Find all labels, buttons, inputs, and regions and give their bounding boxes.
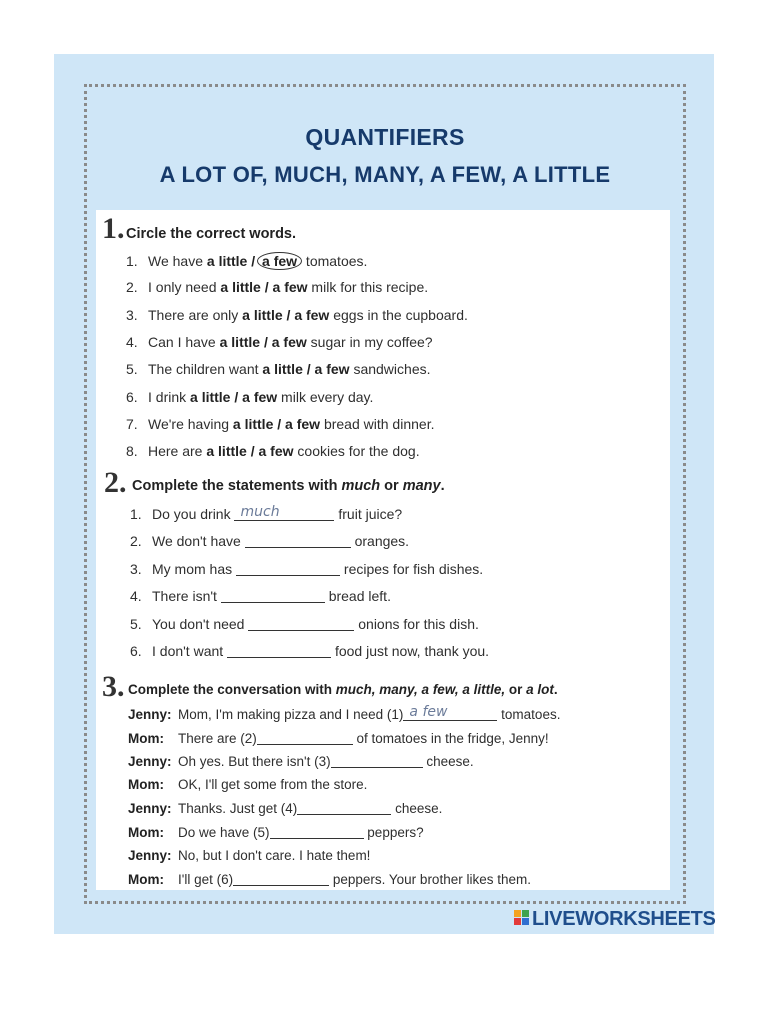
section-3-title-words: much, many, a few, a little, — [335, 682, 506, 697]
section-1-item — [126, 279, 428, 295]
item-number: 4. — [126, 333, 138, 350]
section-1-number: 1. — [102, 212, 125, 245]
item-number: 5. — [126, 361, 138, 378]
answer-blank[interactable] — [248, 616, 354, 631]
item-text: There isn't — [152, 588, 221, 605]
section-2-title-end: . — [440, 478, 445, 494]
answer-blank[interactable] — [245, 533, 351, 548]
answer-blank[interactable] — [227, 643, 331, 658]
option-separator: / — [302, 361, 315, 378]
item-text: oranges. — [350, 533, 410, 550]
option-a-little[interactable]: a little — [190, 388, 231, 405]
item-number: 8. — [126, 443, 138, 460]
line-text: I'll get (6) — [178, 872, 234, 888]
item-text: We don't have — [152, 533, 245, 550]
line-text: Thanks. Just get (4) — [178, 801, 298, 817]
logo-blocks-icon — [514, 910, 530, 926]
line-text: Oh yes. But there isn't (3) — [178, 754, 331, 770]
item-text: You don't need — [152, 615, 249, 632]
line-text: peppers. Your brother likes them. — [329, 872, 531, 888]
conversation-line — [128, 777, 367, 792]
answer-text: much — [240, 504, 280, 520]
item-text: We're having — [148, 415, 233, 432]
item-text: We have — [148, 253, 207, 269]
section-1-item — [126, 416, 434, 432]
section-2-item — [130, 561, 483, 577]
option-a-few[interactable]: a few — [258, 443, 294, 460]
answer-blank[interactable] — [236, 561, 340, 576]
section-3-title-or: or — [505, 682, 527, 697]
option-a-little[interactable]: a little — [206, 253, 248, 269]
conversation-line — [128, 706, 560, 722]
section-1-item — [126, 307, 468, 323]
option-a-few[interactable]: a few — [242, 388, 278, 405]
option-a-little[interactable]: a little — [220, 279, 261, 296]
line-text: cheese. — [422, 754, 474, 770]
item-text: I drink — [148, 388, 191, 405]
conversation-line — [128, 871, 531, 887]
option-a-few[interactable]: a few — [314, 361, 350, 378]
item-text: Can I have — [148, 333, 220, 350]
option-a-little[interactable]: a little — [219, 333, 261, 350]
section-1-item — [126, 389, 373, 405]
line-text: cheese. — [391, 801, 443, 817]
item-text: fruit juice? — [334, 506, 403, 522]
answer-blank[interactable] — [234, 506, 334, 521]
line-text: There are (2) — [178, 730, 257, 746]
answer-blank[interactable] — [403, 706, 497, 721]
option-a-few[interactable]: a few — [257, 252, 302, 270]
speaker-name: Mom: — [128, 730, 164, 746]
item-text: My mom has — [152, 560, 237, 577]
section-1-item — [126, 361, 431, 377]
conversation-line — [128, 848, 370, 863]
section-2-item — [130, 643, 489, 659]
section-3-title-alot: a lot — [526, 682, 554, 697]
answer-blank[interactable] — [221, 588, 325, 603]
speaker-name: Mom: — [128, 825, 164, 840]
line-text: peppers? — [363, 825, 424, 840]
item-number: 6. — [130, 643, 142, 659]
item-text: There are only — [148, 306, 243, 323]
answer-blank[interactable] — [297, 800, 391, 815]
section-2-item — [130, 616, 479, 632]
item-number: 5. — [130, 615, 142, 632]
item-text: eggs in the cupboard. — [329, 306, 468, 323]
item-text: Do you drink — [152, 506, 235, 522]
conversation-line — [128, 800, 442, 816]
item-number: 4. — [130, 588, 142, 605]
conversation-line — [128, 753, 474, 769]
option-a-few[interactable]: a few — [271, 333, 307, 350]
option-a-few[interactable]: a few — [272, 279, 308, 296]
item-text: recipes for fish dishes. — [340, 560, 484, 577]
section-3-title-end: . — [553, 682, 558, 697]
item-text: sugar in my coffee? — [306, 333, 433, 350]
item-number: 1. — [130, 506, 142, 522]
item-number: 7. — [126, 415, 138, 432]
section-2-title-many: many — [402, 478, 441, 494]
conversation-line — [128, 730, 549, 746]
speaker-name: Mom: — [128, 776, 164, 792]
page-title: QUANTIFIERS — [305, 124, 465, 150]
speaker-name: Mom: — [128, 872, 164, 888]
item-text: bread left. — [324, 588, 391, 605]
page-subtitle: A LOT OF, MUCH, MANY, A FEW, A LITTLE — [159, 162, 611, 187]
line-text: Mom, I'm making pizza and I need (1) — [178, 707, 404, 722]
line-text: OK, I'll get some from the store. — [178, 776, 368, 792]
option-a-little[interactable]: a little — [242, 306, 283, 323]
section-1-item — [126, 443, 420, 459]
option-separator: / — [247, 253, 260, 269]
speaker-name: Jenny: — [128, 847, 172, 863]
section-2-title-text: Complete the statements with — [132, 478, 342, 494]
option-a-little[interactable]: a little — [232, 415, 274, 432]
section-3-title — [128, 682, 558, 697]
line-text: Do we have (5) — [178, 825, 270, 840]
item-text: milk every day. — [277, 388, 374, 405]
item-text: milk for this recipe. — [307, 279, 429, 296]
option-a-few[interactable]: a few — [285, 415, 321, 432]
item-number: 1. — [126, 253, 138, 269]
item-number: 3. — [126, 306, 138, 323]
option-separator: / — [260, 333, 272, 350]
option-a-little[interactable]: a little — [206, 443, 247, 460]
section-3-title-text: Complete the conversation with — [128, 682, 336, 697]
answer-blank[interactable] — [331, 753, 423, 768]
option-separator: / — [246, 443, 259, 460]
section-2-number: 2. — [104, 466, 127, 499]
answer-text: a few — [409, 704, 448, 720]
item-number: 3. — [130, 560, 142, 577]
section-1-title: Circle the correct words. — [126, 226, 297, 242]
section-2-title-much: much — [341, 478, 381, 494]
item-text: I only need — [148, 279, 221, 296]
speaker-name: Jenny: — [128, 707, 172, 722]
item-text: Here are — [148, 443, 207, 460]
item-text: food just now, thank you. — [331, 643, 490, 659]
item-text: bread with dinner. — [320, 415, 435, 432]
conversation-line — [128, 824, 424, 840]
item-number: 2. — [126, 279, 138, 296]
item-text: cookies for the dog. — [293, 443, 420, 460]
item-text: sandwiches. — [349, 361, 431, 378]
section-1-item — [126, 334, 433, 350]
section-3-number: 3. — [102, 670, 125, 703]
answer-blank[interactable] — [270, 824, 364, 839]
option-separator: / — [273, 415, 286, 432]
section-2-item — [130, 506, 402, 522]
section-2-title-or: or — [380, 478, 403, 494]
option-a-little[interactable]: a little — [262, 361, 303, 378]
speaker-name: Jenny: — [128, 754, 172, 770]
logo-text: LIVEWORKSHEETS — [532, 908, 716, 930]
item-text: The children want — [148, 361, 263, 378]
line-text: No, but I don't care. I hate them! — [178, 847, 371, 863]
item-text: I don't want — [152, 643, 228, 659]
answer-blank[interactable] — [233, 871, 329, 886]
line-text: of tomatoes in the fridge, Jenny! — [352, 730, 549, 746]
item-number: 6. — [126, 388, 138, 405]
option-separator: / — [282, 306, 295, 323]
option-separator: / — [260, 279, 273, 296]
item-number: 2. — [130, 533, 142, 550]
section-2-title — [132, 478, 445, 494]
answer-blank[interactable] — [257, 730, 353, 745]
option-a-few[interactable]: a few — [294, 306, 330, 323]
section-2-item — [130, 533, 409, 549]
worksheet-content — [96, 210, 670, 890]
liveworksheets-logo — [514, 908, 716, 931]
item-text: tomatoes. — [302, 253, 368, 269]
line-text: tomatoes. — [497, 707, 561, 722]
option-separator: / — [230, 388, 243, 405]
section-1-item — [126, 252, 367, 270]
item-text: onions for this dish. — [354, 615, 479, 632]
speaker-name: Jenny: — [128, 801, 172, 817]
section-2-item — [130, 588, 391, 604]
